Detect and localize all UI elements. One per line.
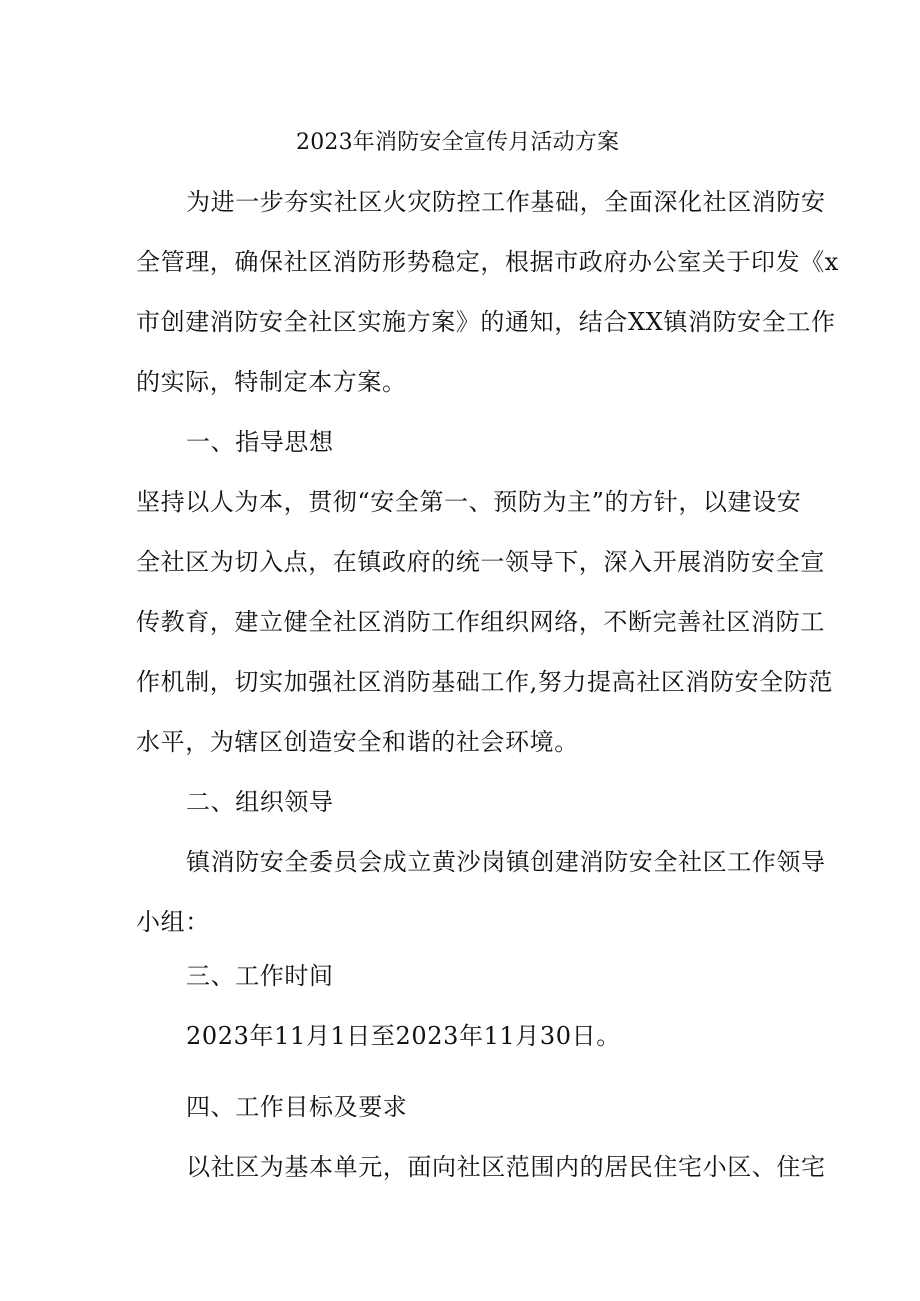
section2-line-2: 小组： xyxy=(136,908,210,936)
intro-line-2: 全管理，确保社区消防形势稳定，根据市政府办公室关于印发《x xyxy=(136,248,839,276)
document-title: 2023年消防安全宣传月活动方案 xyxy=(296,130,620,155)
section1-line-4: 作机制，切实加强社区消防基础工作,努力提高社区消防安全防范 xyxy=(136,668,834,696)
section2-line-1: 镇消防安全委员会成立黄沙岗镇创建消防安全社区工作领导 xyxy=(186,848,826,876)
section-heading-1: 一、指导思想 xyxy=(186,428,334,456)
section1-line-2: 全社区为切入点，在镇政府的统一领导下，深入开展消防安全宣 xyxy=(136,548,825,576)
intro-line-1: 为进一步夯实社区火灾防控工作基础，全面深化社区消防安 xyxy=(186,188,826,216)
section-heading-2: 二、组织领导 xyxy=(186,788,334,816)
section1-line-3: 传教育，建立健全社区消防工作组织网络，不断完善社区消防工 xyxy=(136,608,825,636)
section4-line-1: 以社区为基本单元，面向社区范围内的居民住宅小区、住宅 xyxy=(186,1153,826,1181)
section-heading-3: 三、工作时间 xyxy=(186,962,334,990)
intro-line-3: 市创建消防安全社区实施方案》的通知，结合XX镇消防安全工作 xyxy=(136,308,836,336)
section1-line-5: 水平，为辖区创造安全和谐的社会环境。 xyxy=(136,728,579,756)
intro-line-4: 的实际，特制定本方案。 xyxy=(136,368,407,396)
section1-line-1: 坚持以人为本，贯彻“安全第一、预防为主”的方针，以建设安 xyxy=(136,488,802,516)
section3-line-1: 2023年11月1日至2023年11月30日。 xyxy=(186,1022,621,1050)
section-heading-4: 四、工作目标及要求 xyxy=(186,1093,408,1121)
